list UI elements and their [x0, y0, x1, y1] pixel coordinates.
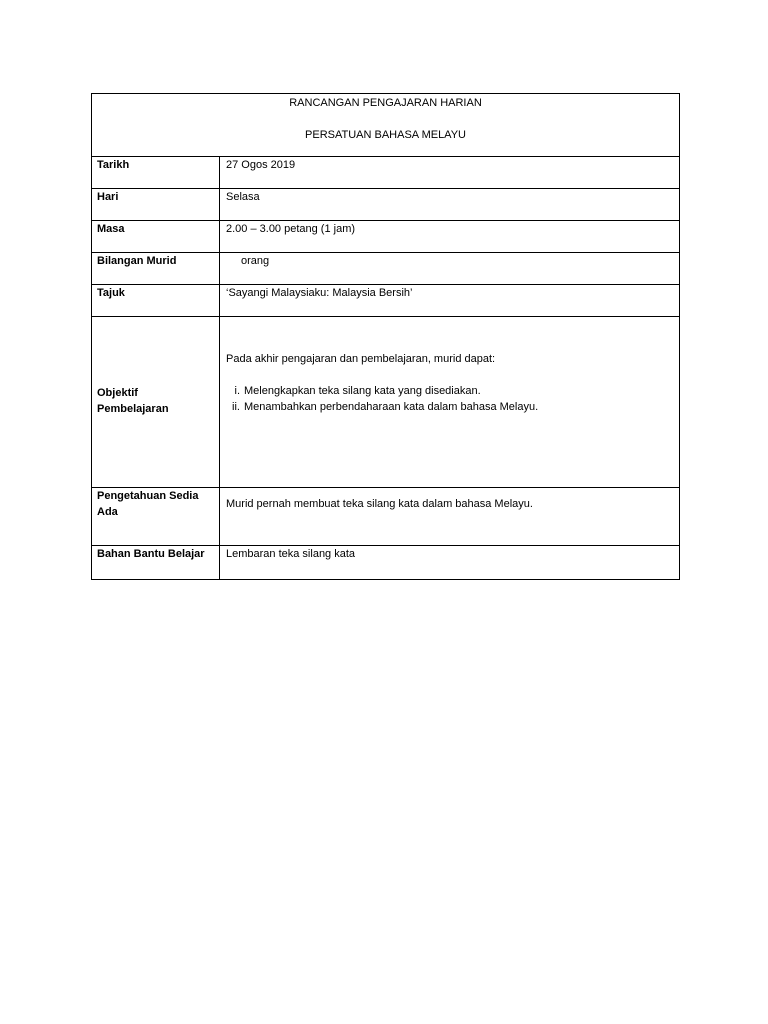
header-cell [92, 94, 680, 157]
value-tarikh: 27 Ogos 2019 [220, 157, 680, 189]
value-bahan-bantu-belajar: Lembaran teka silang kata [220, 546, 680, 580]
row-tarikh [92, 157, 680, 189]
document-title: RANCANGAN PENGAJARAN HARIAN [289, 97, 482, 109]
lesson-plan-table [91, 93, 680, 580]
value-objektif-cell [220, 317, 680, 488]
label-hari: Hari [92, 189, 220, 221]
value-pengetahuan: Murid pernah membuat teka silang kata dalam bahasa Melayu. [220, 488, 680, 546]
objektif-list [226, 384, 679, 416]
value-bilangan-murid-cell [220, 253, 680, 285]
row-tajuk [92, 285, 680, 317]
list-item-text: Melengkapkan teka silang kata yang disediakan. [244, 384, 481, 397]
label-bahan-bantu-belajar: Bahan Bantu Belajar [92, 546, 220, 580]
label-pengetahuan-line2: Ada [97, 505, 118, 518]
row-hari [92, 189, 680, 221]
value-hari: Selasa [220, 189, 680, 221]
list-marker: ii. [232, 400, 240, 413]
row-bilangan-murid [92, 253, 680, 285]
document-subtitle: PERSATUAN BAHASA MELAYU [305, 128, 466, 141]
row-pengetahuan-sedia-ada [92, 488, 680, 546]
label-pengetahuan-cell [92, 488, 220, 546]
value-masa: 2.00 – 3.00 petang (1 jam) [220, 221, 680, 253]
row-bahan-bantu-belajar [92, 546, 680, 580]
objektif-intro: Pada akhir pengajaran dan pembelajaran, murid dapat: [226, 353, 496, 365]
label-objektif-line1: Objektif [97, 387, 138, 400]
list-item [226, 384, 679, 400]
list-item-text: Menambahkan perbendaharaan kata dalam bahasa Melayu. [244, 400, 539, 413]
list-marker: i. [234, 384, 240, 397]
label-tarikh: Tarikh [92, 157, 220, 189]
header-row [92, 94, 680, 157]
label-tajuk: Tajuk [92, 285, 220, 317]
label-pengetahuan-line1: Pengetahuan Sedia [97, 490, 199, 502]
label-masa: Masa [92, 221, 220, 253]
list-item [226, 400, 679, 416]
label-objektif-line2: Pembelajaran [97, 403, 169, 415]
value-bilangan-murid: orang [241, 255, 270, 267]
value-tajuk: ‘Sayangi Malaysiaku: Malaysia Bersih’ [220, 285, 680, 317]
row-objektif [92, 317, 680, 488]
label-objektif-cell [92, 317, 220, 488]
label-bilangan-murid: Bilangan Murid [92, 253, 220, 285]
row-masa [92, 221, 680, 253]
